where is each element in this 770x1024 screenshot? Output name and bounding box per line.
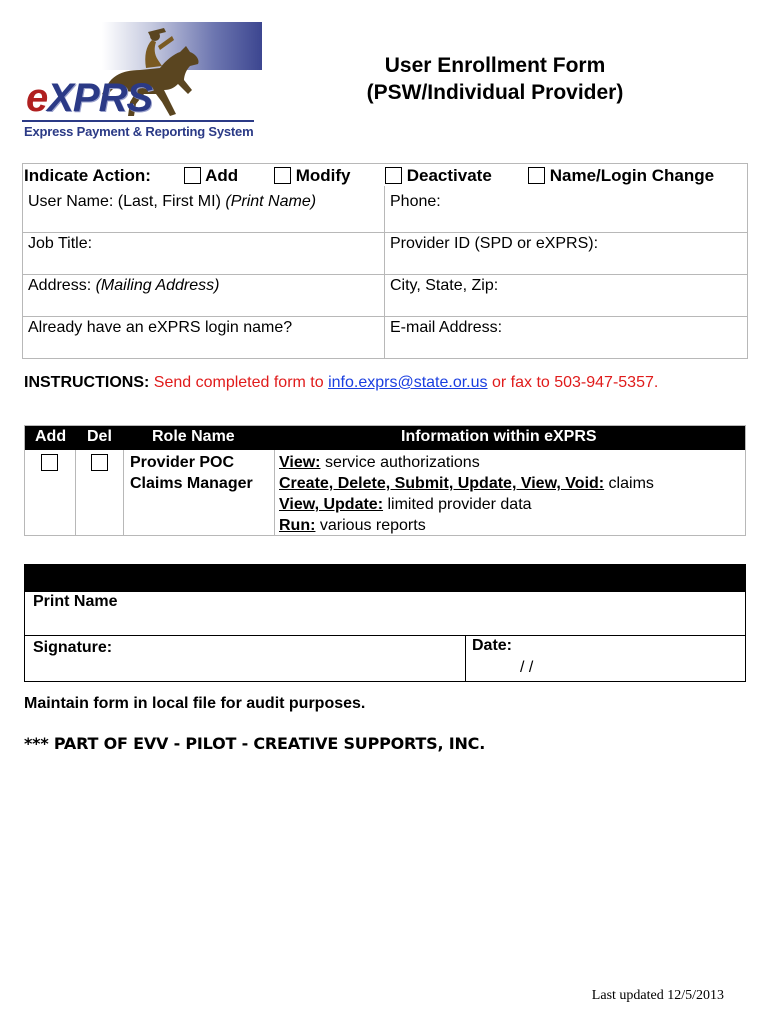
column-divider (123, 450, 124, 535)
row-divider (23, 274, 747, 275)
user-name-field[interactable]: User Name: (Last, First MI) (Print Name) (28, 193, 317, 210)
instructions (24, 372, 714, 393)
pilot-note: *** PART OF EVV - PILOT - CREATIVE SUPPORTS, INC. (24, 734, 486, 753)
instructions-text: Send completed form to (153, 374, 329, 391)
instructions-email-link[interactable]: info.exprs@state.or.us (328, 374, 488, 391)
role-name: Provider POC Claims Manager (130, 454, 253, 492)
signature-field[interactable]: Signature: (33, 639, 113, 656)
row-divider (23, 316, 747, 317)
email-field[interactable]: E-mail Address: (390, 319, 503, 336)
logo-underline (22, 120, 254, 122)
job-title-field[interactable]: Job Title: (28, 235, 93, 252)
role-information (279, 452, 654, 536)
instructions-label: INSTRUCTIONS: (24, 374, 154, 391)
print-name-field[interactable]: Print Name (33, 593, 118, 610)
role-info-row: Create, Delete, Submit, Update, View, Void: claims (279, 475, 654, 492)
action-deactivate[interactable]: Deactivate (385, 166, 492, 186)
role-table (24, 425, 746, 536)
exprs-logo (22, 22, 262, 142)
role-table-header (25, 426, 745, 450)
header-del: Del (87, 428, 112, 445)
address-field[interactable]: Address: (Mailing Address) (28, 277, 220, 294)
signature-block (24, 564, 746, 682)
row-divider (23, 232, 747, 233)
indicate-action-row (24, 166, 746, 188)
city-state-zip-field[interactable]: City, State, Zip: (390, 277, 499, 294)
login-name-field[interactable]: Already have an eXPRS login name? (28, 319, 293, 336)
role-info-row: View, Update: limited provider data (279, 496, 532, 513)
modify-checkbox[interactable] (274, 167, 291, 184)
role-add-checkbox[interactable] (41, 454, 58, 471)
form-title (320, 52, 670, 106)
header-add: Add (35, 428, 67, 445)
name-login-change-checkbox[interactable] (528, 167, 545, 184)
last-updated: Last updated 12/5/2013 (591, 988, 724, 1003)
maintain-note: Maintain form in local file for audit purposes. (24, 695, 366, 712)
date-slashes: / / (520, 659, 534, 676)
phone-field[interactable]: Phone: (390, 193, 441, 210)
column-divider (465, 635, 466, 681)
provider-id-field[interactable]: Provider ID (SPD or eXPRS): (390, 235, 599, 252)
role-info-row: View: service authorizations (279, 454, 480, 471)
form-title-line1: User Enrollment Form (384, 54, 606, 77)
deactivate-checkbox[interactable] (385, 167, 402, 184)
header-role-name: Role Name (152, 428, 235, 445)
user-info-table (22, 163, 748, 359)
role-info-row: Run: various reports (279, 517, 426, 534)
column-divider (75, 450, 76, 535)
action-name-login-change[interactable]: Name/Login Change (528, 166, 714, 186)
role-del-checkbox[interactable] (91, 454, 108, 471)
action-add[interactable]: Add (184, 166, 238, 186)
logo-wordmark: eXPRS (26, 76, 153, 120)
form-title-line2: (PSW/Individual Provider) (366, 81, 624, 104)
column-divider (274, 450, 275, 535)
header-information: Information within eXPRS (401, 428, 597, 445)
column-divider (384, 186, 385, 358)
add-checkbox[interactable] (184, 167, 201, 184)
date-field[interactable]: Date: (472, 637, 513, 654)
row-divider (25, 635, 745, 636)
signature-header-bar (25, 565, 745, 592)
logo-tagline: Express Payment & Reporting System (24, 124, 254, 139)
instructions-fax: or fax to 503-947-5357. (487, 374, 659, 391)
action-modify[interactable]: Modify (274, 166, 351, 186)
indicate-action-label: Indicate Action: (24, 166, 151, 185)
